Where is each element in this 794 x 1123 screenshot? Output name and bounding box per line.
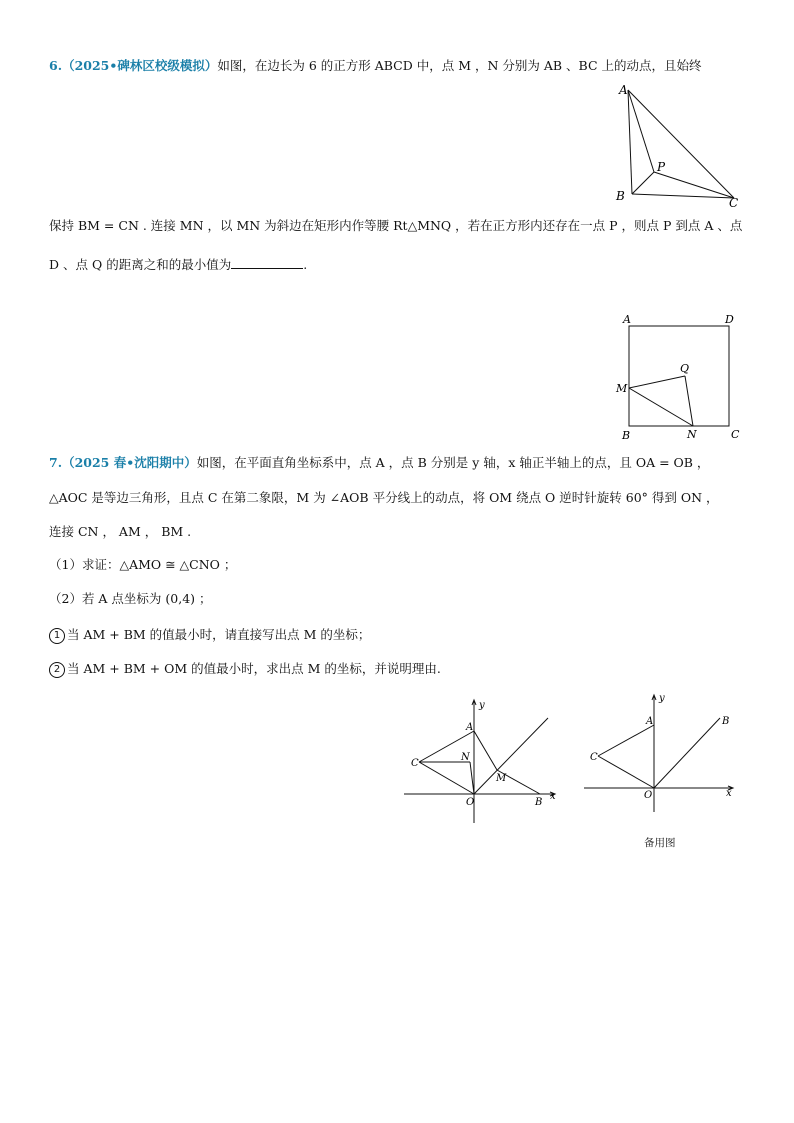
q7-sub2 — [49, 661, 441, 678]
fig4-label-b: B — [722, 716, 730, 727]
q7-figure-backup — [580, 690, 740, 815]
q7-line3: 连接 CN ， AM ， BM . — [49, 524, 192, 539]
q6-source: （2025•碑林区校级模拟） — [62, 58, 218, 73]
fig1-label-p: P — [657, 160, 666, 174]
q6-text-3: D 、点 Q 的距离之和的最小值为 — [49, 257, 232, 272]
q7-number: 7. — [49, 455, 63, 470]
fig3-label-a: A — [466, 722, 474, 733]
fig2-label-m: M — [616, 382, 628, 395]
fig4-label-x: x — [726, 788, 732, 799]
fig3-label-m: M — [496, 773, 507, 784]
fig3-label-c: C — [411, 758, 419, 769]
fig1-label-a: A — [619, 83, 628, 97]
fig4-label-o: O — [644, 790, 653, 801]
fig2-label-c: C — [731, 428, 740, 441]
q7-source: （2025 春•沈阳期中） — [62, 455, 197, 470]
q7-line1 — [49, 455, 709, 471]
fig3-label-n: N — [461, 752, 470, 763]
q7-sub2-text: 当 AM + BM + OM 的值最小时，求出点 M 的坐标，并说明理由. — [67, 661, 441, 676]
q6-text-1: 如图，在边长为 6 的正方形 ABCD 中，点 M ，N 分别为 AB 、BC 上的动点，且始终 — [217, 58, 702, 73]
q6-number: 6. — [49, 58, 63, 73]
q7-line2: △AOC 是等边三角形，且点 C 在第二象限，M 为 ∠AOB 平分线上的动点，将 OM 绕点 O 逆时针旋转 60° 得到 ON ， — [49, 490, 719, 505]
fig2-label-b: B — [622, 429, 631, 442]
fig1-label-b: B — [616, 189, 625, 203]
q6-line2: 保持 BM = CN . 连接 MN ，以 MN 为斜边在矩形内作等腰 Rt△MNQ ，若在正方形内还存在一点 P ，则点 P 到点 A 、点 — [49, 218, 743, 233]
q7-sub1-text: 当 AM + BM 的值最小时，请直接写出点 M 的坐标； — [67, 627, 371, 642]
circled-number-2: 2 — [49, 662, 65, 678]
q7-figure-main — [400, 695, 565, 830]
q6-line3 — [49, 256, 307, 273]
fig4-label-c: C — [590, 752, 598, 763]
fig3-label-b: B — [535, 797, 543, 808]
fig3-label-x: x — [550, 791, 556, 802]
q7-text-1: 如图，在平面直角坐标系中，点 A ，点 B 分别是 y 轴，x 轴正半轴上的点，且 OA = OB ， — [196, 455, 710, 470]
q7-sub1 — [49, 627, 370, 644]
fig2-label-q: Q — [680, 362, 690, 375]
circled-number-1: 1 — [49, 628, 65, 644]
q6-text-3-end: . — [303, 257, 308, 272]
q6-figure-triangle — [610, 82, 745, 210]
q7-part1: （1）求证：△AMO ≅ △CNO ； — [49, 557, 237, 572]
fig3-label-o: O — [466, 797, 475, 808]
fig3-label-y: y — [479, 700, 485, 711]
q7-part2: （2）若 A 点坐标为 (0,4) ； — [49, 591, 212, 606]
answer-blank[interactable] — [231, 256, 303, 269]
fig2-label-d: D — [725, 313, 734, 326]
fig4-label-a: A — [646, 716, 654, 727]
fig1-label-c: C — [729, 196, 739, 210]
q6-figure-square — [615, 310, 745, 442]
fig2-label-a: A — [623, 313, 631, 326]
q6-line1 — [49, 58, 702, 74]
fig2-label-n: N — [687, 428, 697, 441]
backup-figure-caption: 备用图 — [644, 837, 676, 849]
fig4-label-y: y — [659, 693, 665, 704]
